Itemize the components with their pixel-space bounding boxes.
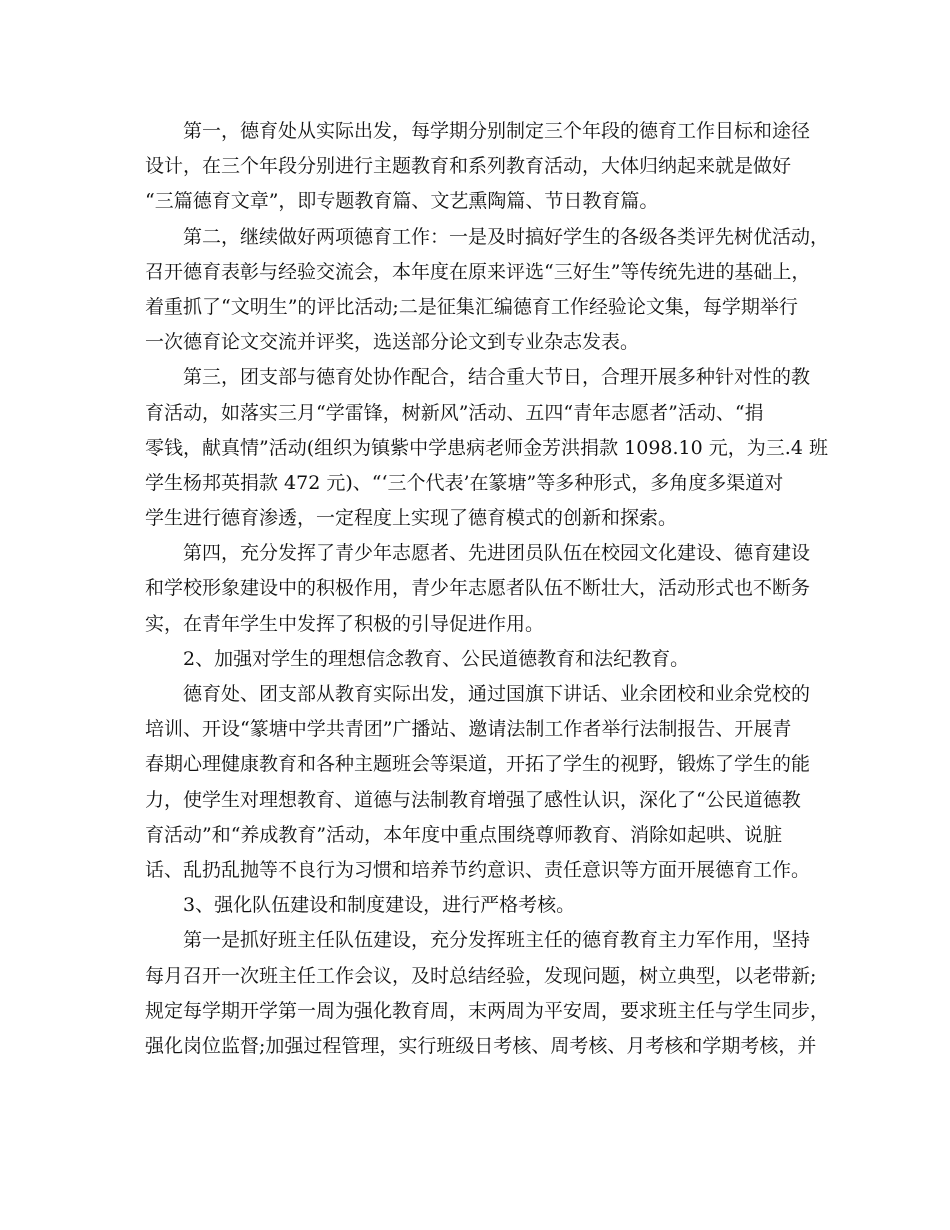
text-line: 学生进行德育渗透，一定程度上实现了德育模式的创新和探索。 bbox=[145, 507, 678, 530]
text-line: 着重抓了“文明生”的评比活动;二是征集汇编德育工作经验论文集，每学期举行 bbox=[145, 295, 798, 318]
text-line: 第三，团支部与德育处协作配合，结合重大节日，合理开展多种针对性的教 bbox=[145, 366, 811, 389]
text-line: 召开德育表彰与经验交流会，本年度在原来评选“三好生”等传统先进的基础上， bbox=[145, 260, 811, 283]
text-line: 和学校形象建设中的积极作用，青少年志愿者队伍不断壮大，活动形式也不断务 bbox=[145, 577, 811, 600]
text-line: 强化岗位监督;加强过程管理，实行班级日考核、周考核、月考核和学期考核，并 bbox=[145, 1034, 817, 1057]
text-line: 每月召开一次班主任工作会议，及时总结经验，发现问题，树立典型，以老带新; bbox=[145, 964, 817, 987]
text-line: 培训、开设“篆塘中学共青团”广播站、邀请法制工作者举行法制报告、开展青 bbox=[145, 718, 792, 741]
text-line: 一次德育论文交流并评奖，选送部分论文到专业杂志发表。 bbox=[145, 331, 640, 354]
text-line: 规定每学期开学第一周为强化教育周，末两周为平安周，要求班主任与学生同步， bbox=[145, 999, 830, 1022]
text-line: 第二，继续做好两项德育工作：一是及时搞好学生的各级各类评先树优活动， bbox=[145, 225, 830, 248]
text-line: 春期心理健康教育和各种主题班会等渠道，开拓了学生的视野，锻炼了学生的能 bbox=[145, 753, 811, 776]
text-line: 力，使学生对理想教育、道德与法制教育增强了感性认识，深化了“公民道德教 bbox=[145, 788, 801, 811]
text-line: 第四，充分发挥了青少年志愿者、先进团员队伍在校园文化建设、德育建设 bbox=[145, 542, 811, 565]
text-line: 实，在青年学生中发挥了积极的引导促进作用。 bbox=[145, 612, 545, 635]
text-line: 3、强化队伍建设和制度建设，进行严格考核。 bbox=[145, 894, 576, 917]
document-body bbox=[145, 114, 830, 1064]
text-line: 2、加强对学生的理想信念教育、公民道德教育和法纪教育。 bbox=[145, 647, 690, 670]
text-line: 第一是抓好班主任队伍建设，充分发挥班主任的德育教育主力军作用，坚持 bbox=[145, 929, 811, 952]
text-line: 第一，德育处从实际出发，每学期分别制定三个年段的德育工作目标和途径 bbox=[145, 120, 811, 142]
text-line: 育活动，如落实三月“学雷锋，树新风”活动、五四“青年志愿者”活动、“捐 bbox=[145, 401, 764, 424]
text-line: 育活动”和“养成教育”活动，本年度中重点围绕尊师教育、消除如起哄、说脏 bbox=[145, 823, 783, 846]
text-line: 话、乱扔乱抛等不良行为习惯和培养节约意识、责任意识等方面开展德育工作。 bbox=[145, 858, 811, 881]
text-line: 学生杨邦英捐款 472 元)、“‘三个代表’在篆塘”等多种形式，多角度多渠道对 bbox=[145, 471, 784, 494]
text-line: “三篇德育文章”，即专题教育篇、文艺熏陶篇、节日教育篇。 bbox=[145, 190, 659, 213]
text-line: 德育处、团支部从教育实际出发，通过国旗下讲话、业余团校和业余党校的 bbox=[145, 683, 811, 705]
text-line: 设计，在三个年段分别进行主题教育和系列教育活动，大体归纳起来就是做好 bbox=[145, 155, 792, 178]
text-line: 零钱，献真情”活动(组织为镇紫中学患病老师金芳洪捐款 1098.10 元，为三.4 班 bbox=[145, 436, 828, 459]
